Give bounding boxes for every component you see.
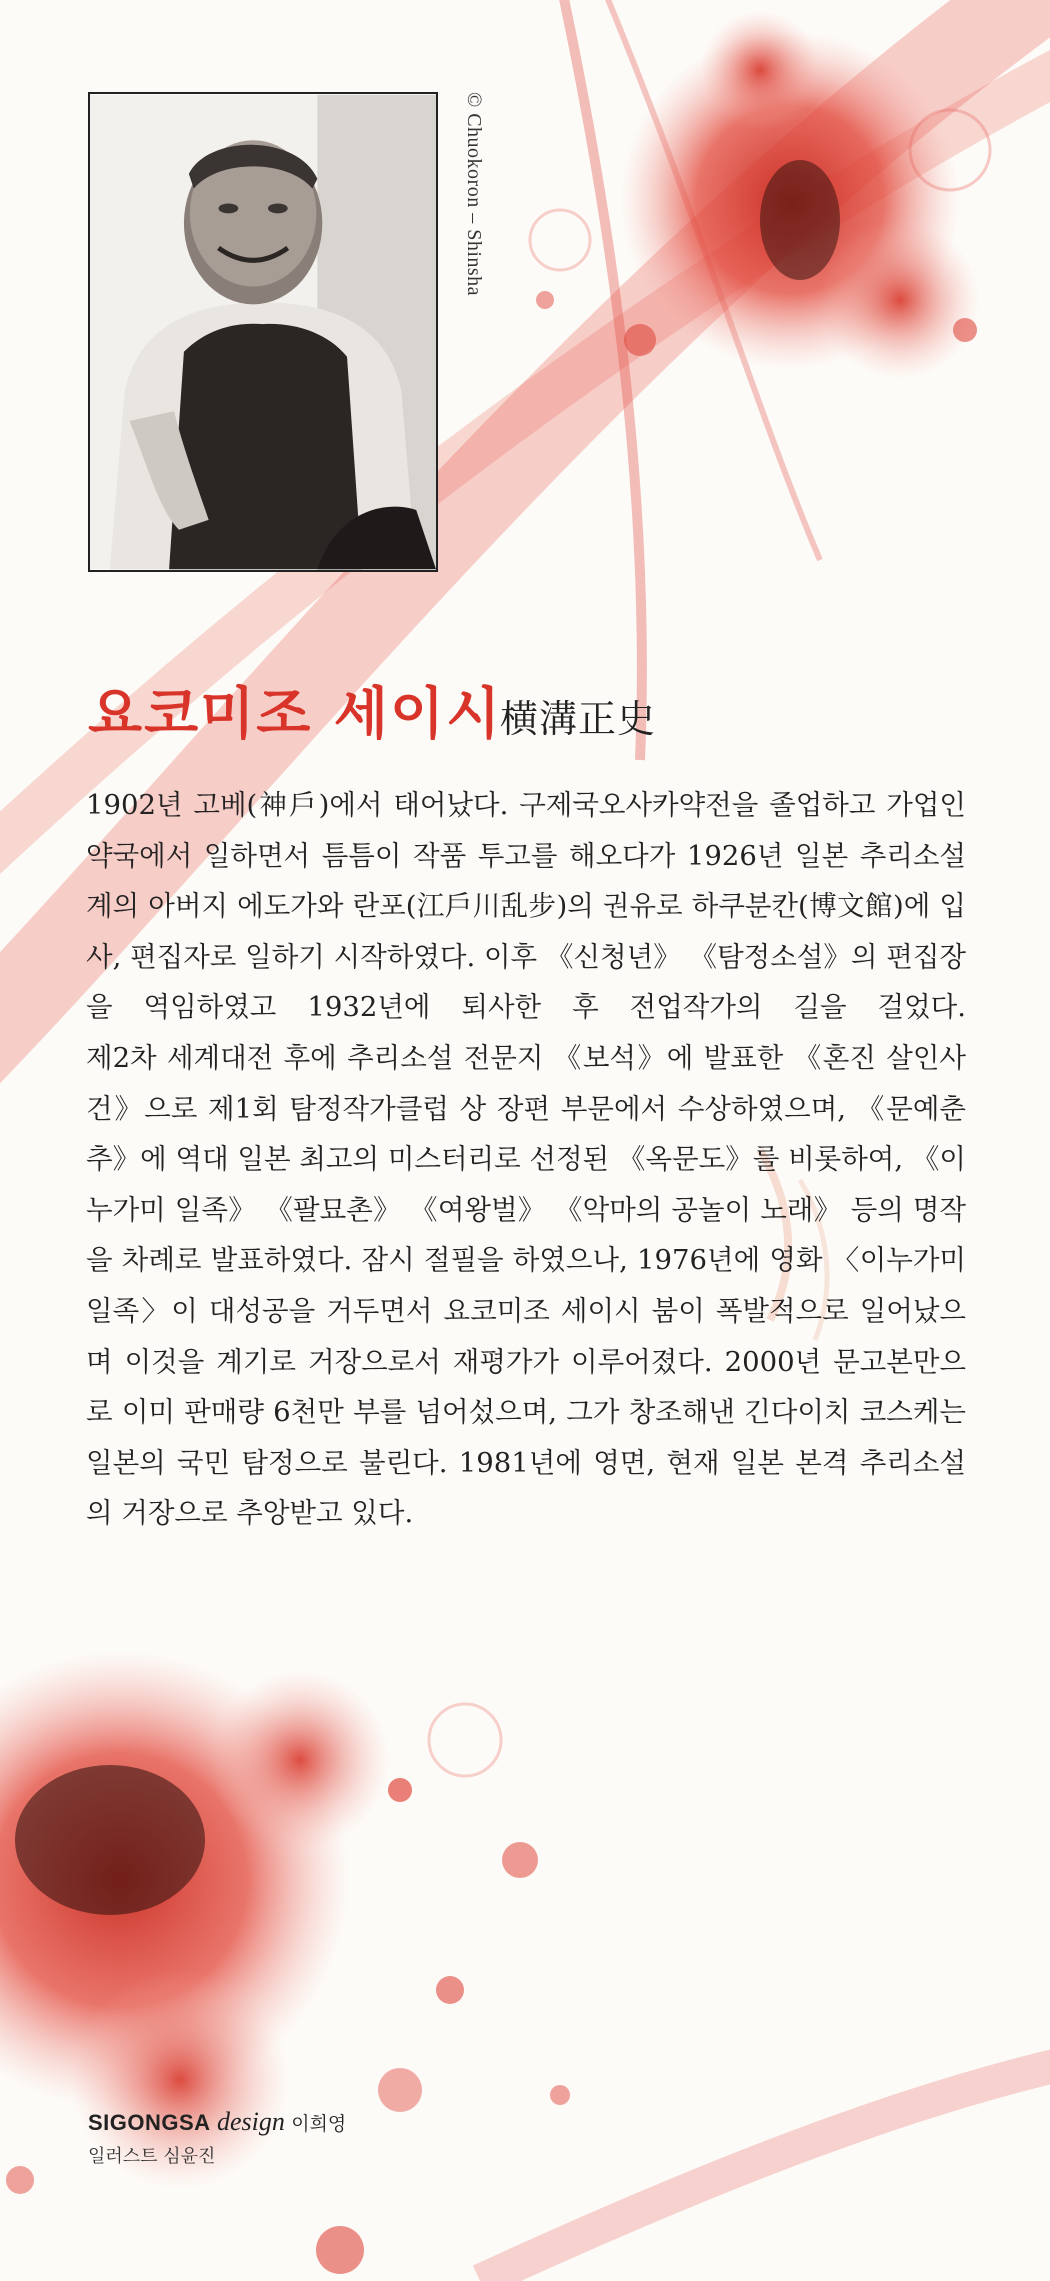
bio-paragraph: 1902년 고베(神戶)에서 태어났다. 구제국오사카약전을 졸업하고 가업인 약국에서 일하면서 틈틈이 작품 투고를 해오다가 1926년 일본 추리소설계의 아버지 에도가와 란포(江戶川乱步)의 권유로 하쿠분칸(博文館)에 입사, 편집자로 일하기 시작하였다. 이후 《신청년》 《탐정소설》의 편집장을 역임하였고 1932년에 퇴사한 후 전업작가의 길을 걸었다. (86, 789, 966, 1024)
design-word: design (216, 2107, 285, 2136)
author-portrait-image (90, 94, 436, 570)
publisher-brand: SIGONGSA (88, 2110, 211, 2135)
author-name-korean: 요코미조 세이시 (88, 682, 503, 747)
author-biography (86, 780, 966, 1539)
illustrator-credit: 일러스트 심윤진 (88, 2146, 216, 2167)
author-name-hanja: 横溝正史 (500, 697, 657, 741)
photo-credit: © Chuokoron – Shinsha (463, 92, 485, 297)
design-credit (88, 2107, 346, 2137)
designer-name: 이희영 (291, 2113, 347, 2135)
author-photo (88, 92, 438, 572)
bio-paragraph: 제2차 세계대전 후에 추리소설 전문지 《보석》에 발표한 《혼진 살인사건》으로 제1회 탐정작가클럽 상 장편 부문에서 수상하였으며, 《문예춘추》에 역대 일본 최고의 미스터리로 선정된 《옥문도》를 비롯하여, 《이누가미 일족》 《팔묘촌》 《여왕벌》 《악마의 공놀이 노래》 등의 명작을 차례로 발표하였다. 잠시 절필을 하였으나, 1976년에 영화 〈이누가미 일족〉이 대성공을 거두면서 요코미조 세이시 붐이 폭발적으로 일어났으며 이것을 계기로 거장으로서 재평가가 이루어졌다. 2000년 문고본만으로 이미 판매량 6천만 부를 넘어섰으며, 그가 창조해낸 긴다이치 코스케는 일본의 국민 탐정으로 불린다. 1981년에 영면, 현재 일본 본격 추리소설의 거장으로 추앙받고 있다. (86, 1041, 966, 1530)
